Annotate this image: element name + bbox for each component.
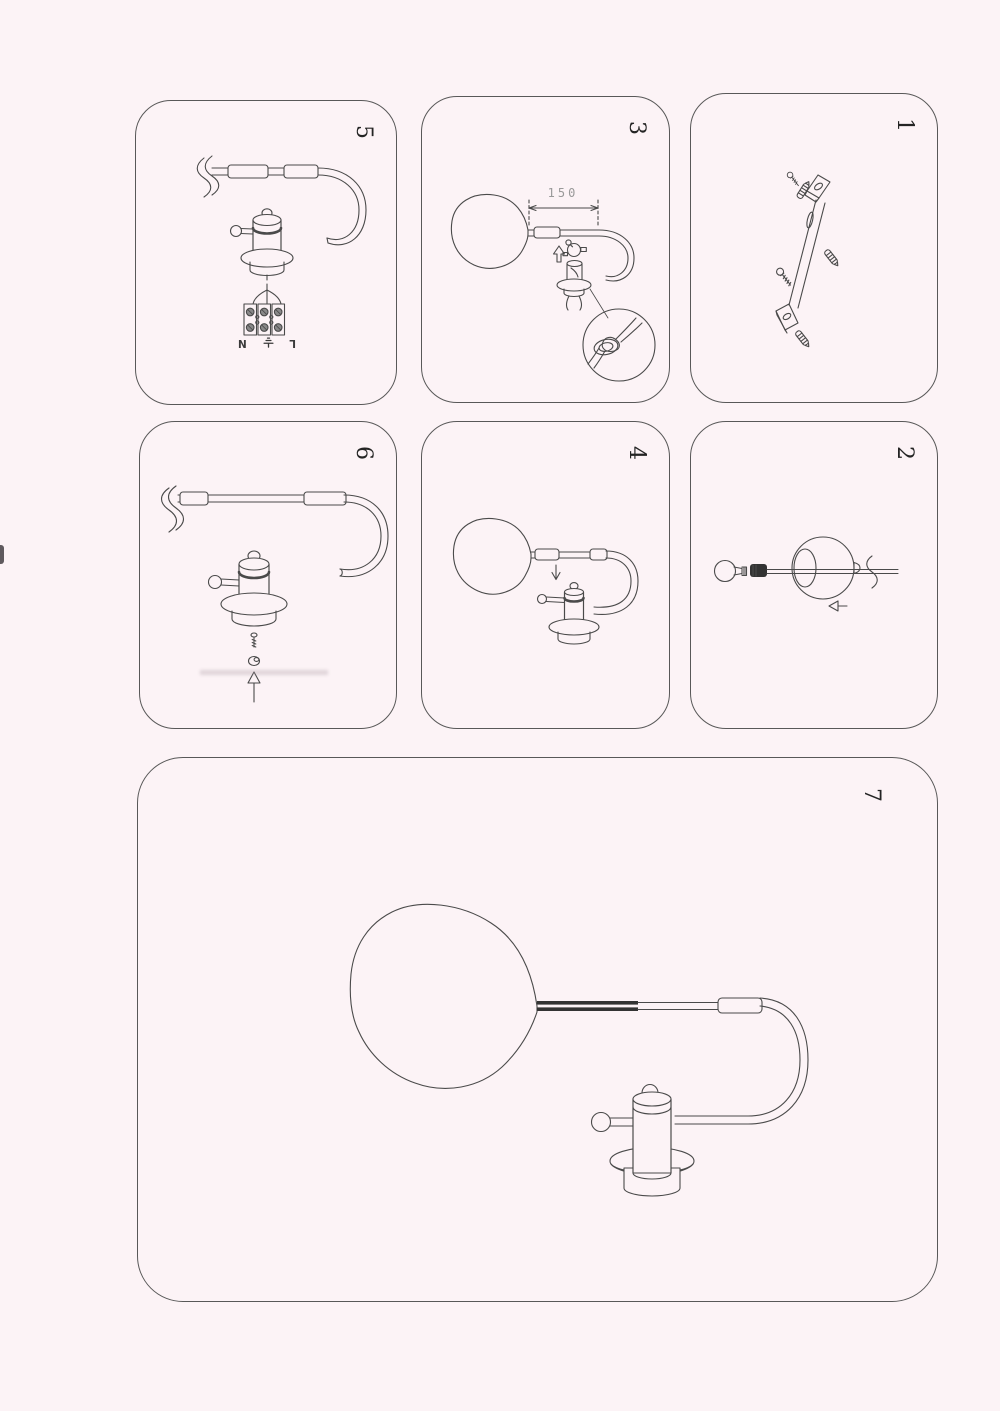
step-7-illustration [138, 758, 937, 1301]
terminal-block [244, 304, 285, 335]
supply-wire [253, 275, 281, 304]
bracket-bottom-flange [776, 304, 798, 330]
bulb-socket [750, 564, 767, 577]
panel-step-5 [135, 100, 397, 405]
arm-tube [528, 227, 634, 281]
step-number-2: 2 [892, 446, 918, 460]
lamp-holder [557, 261, 591, 311]
step-number-3: 3 [624, 121, 650, 135]
bracket-top-flange [807, 175, 830, 198]
detail-circle-cord-knot [583, 309, 655, 381]
shade-opening [794, 549, 816, 587]
wall-anchor [795, 330, 811, 349]
panel-step-6 [139, 421, 397, 729]
step-1-illustration [691, 94, 937, 402]
arm-tube [197, 156, 366, 245]
lamp-holder [538, 583, 600, 644]
dome-shade [792, 537, 860, 599]
mounting-screw [775, 267, 793, 287]
earth-ground-icon [263, 338, 274, 349]
step-number-4: 4 [624, 446, 650, 460]
break-symbol [197, 158, 211, 197]
step-number-1: 1 [892, 118, 918, 132]
lamp-shade [451, 195, 528, 269]
lamp-holder [592, 1085, 695, 1197]
rear-cap [854, 563, 860, 574]
holder-wires [567, 296, 582, 310]
base-flange [241, 249, 293, 267]
step-number-5: 5 [351, 125, 377, 139]
arm-tube [531, 549, 638, 614]
arm-tube [162, 486, 389, 577]
ball-pin [231, 226, 242, 237]
step-3-illustration [422, 97, 669, 402]
terminal-label-live: L [289, 337, 296, 349]
lamp-shade [453, 519, 531, 595]
light-bulb [715, 561, 747, 582]
wall-anchor [796, 180, 811, 199]
mounting-screw [786, 171, 801, 187]
ball-pin [538, 595, 547, 604]
bracket-bar [789, 200, 825, 308]
dimension-150 [529, 200, 598, 227]
tube-dark-segment [537, 1007, 638, 1011]
ball-pin [592, 1113, 611, 1132]
lamp-shade [350, 904, 537, 1088]
step-6-illustration [140, 422, 396, 728]
support-rod [767, 570, 898, 574]
lamp-holder [209, 551, 288, 626]
wall-bracket [776, 175, 830, 333]
cord [616, 318, 642, 342]
up-arrow [248, 672, 260, 702]
step-4-illustration [422, 422, 669, 728]
down-arrow [552, 565, 560, 580]
step-number-7: 7 [859, 788, 885, 802]
locking-screw [251, 633, 257, 647]
step-number-6: 6 [351, 446, 377, 460]
lock-ring [249, 657, 260, 666]
tube-dark-segment [537, 1001, 638, 1005]
dimension-label: 150 [547, 186, 579, 200]
arm-tube [537, 998, 808, 1124]
grommet [593, 337, 620, 357]
panel-step-4 [421, 421, 670, 729]
panel-step-1 [690, 93, 938, 403]
panel-step-3 [421, 96, 670, 403]
panel-step-7 [137, 757, 938, 1302]
scan-streak [200, 670, 328, 675]
step-5-illustration [136, 101, 396, 404]
bracket-slot [806, 212, 815, 229]
break-symbol [867, 556, 878, 588]
base-flange [221, 593, 287, 615]
step-2-illustration [691, 422, 937, 728]
lamp-holder [231, 209, 294, 276]
scan-edge-mark [0, 545, 4, 564]
terminal-label-neutral: N [238, 337, 247, 349]
wall-anchor [824, 249, 840, 268]
base-flange [549, 619, 599, 635]
terminal-labels [238, 336, 296, 350]
panel-step-2 [690, 421, 938, 729]
socket-insert [563, 240, 586, 257]
ball-pin [209, 576, 222, 589]
detail-leader-line [590, 289, 608, 318]
left-arrow [829, 601, 847, 611]
